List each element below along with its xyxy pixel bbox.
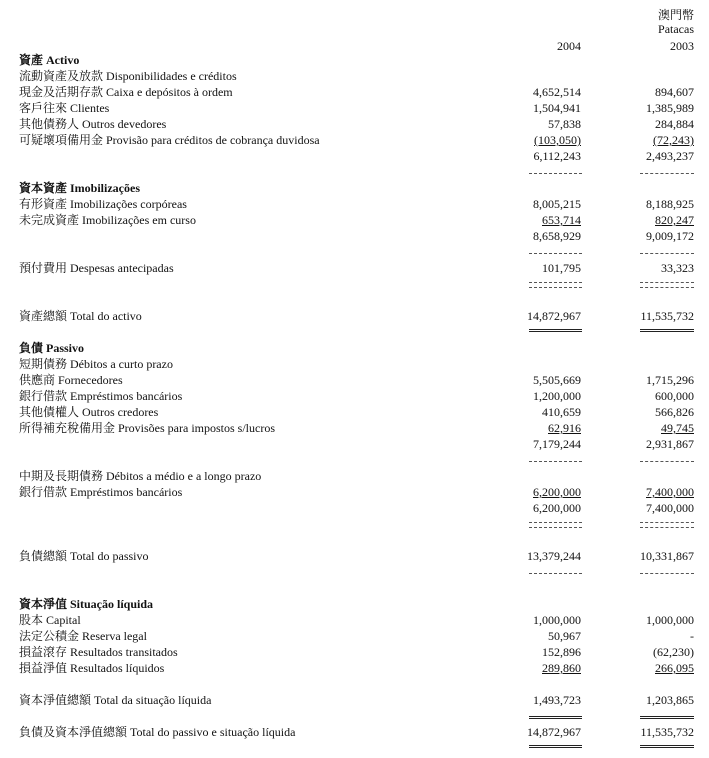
table-row xyxy=(0,84,709,100)
long-term-heading xyxy=(0,468,709,484)
value-2003: 894,607 xyxy=(655,85,694,99)
value-2004: 1,200,000 xyxy=(533,389,581,403)
equity-heading xyxy=(0,596,709,612)
subtotal-2004: 6,112,243 xyxy=(533,149,581,163)
total-2004: 1,493,723 xyxy=(533,693,581,707)
value-2004: 50,967 xyxy=(548,629,581,643)
subtotal-2003: 9,009,172 xyxy=(646,229,694,243)
dashed-divider xyxy=(529,282,582,283)
table-row xyxy=(0,132,709,148)
total-row xyxy=(0,692,709,708)
value-2003: 7,400,000 xyxy=(646,485,694,499)
table-row xyxy=(0,116,709,132)
value-2004: 5,505,669 xyxy=(533,373,581,387)
value-2004: 289,860 xyxy=(542,661,581,675)
row-label: 銀行借款 Empréstimos bancários xyxy=(19,485,183,499)
row-label: 未完成資產 Imobilizações em curso xyxy=(19,213,196,227)
value-2003: 1,000,000 xyxy=(646,613,694,627)
year-2003-header: 2003 xyxy=(670,39,694,53)
row-label: 其他債務人 Outros devedores xyxy=(19,117,167,131)
liabilities-heading xyxy=(0,340,709,356)
dashed-divider xyxy=(640,527,694,528)
table-row xyxy=(0,212,709,228)
grand-total-2003: 11,535,732 xyxy=(640,725,694,739)
value-2003: 266,095 xyxy=(655,661,694,675)
total-row xyxy=(0,308,709,324)
value-2004: 8,005,215 xyxy=(533,197,581,211)
value-2004: 57,838 xyxy=(548,117,581,131)
double-underline xyxy=(640,745,694,748)
total-2003: 11,535,732 xyxy=(640,309,694,323)
dashed-divider xyxy=(640,461,694,462)
row-label: 股本 Capital xyxy=(19,613,81,627)
value-2004: 653,714 xyxy=(542,213,581,227)
row-label: 客戶往來 Clientes xyxy=(19,101,110,115)
value-2003: 820,247 xyxy=(655,213,694,227)
total-2004: 14,872,967 xyxy=(527,309,581,323)
currency-chinese: 澳門幣 xyxy=(657,8,694,22)
row-label: 現金及活期存款 Caixa e depósitos à ordem xyxy=(19,85,233,99)
dashed-divider xyxy=(529,573,582,574)
dashed-divider xyxy=(640,253,694,254)
double-underline xyxy=(529,716,582,719)
total-assets-label: 資產總額 Total do activo xyxy=(19,309,142,323)
current-assets-label: 流動資產及放款 Disponibilidades e créditos xyxy=(19,69,237,83)
value-2004: 4,652,514 xyxy=(533,85,581,99)
table-row xyxy=(0,484,709,500)
total-2003: 10,331,867 xyxy=(640,549,694,563)
grand-total-label: 負債及資本淨值總額 Total do passivo e situação líquida xyxy=(19,725,296,739)
long-term-label: 中期及長期債務 Débitos a médio e a longo prazo xyxy=(19,469,262,483)
total-2004: 13,379,244 xyxy=(527,549,581,563)
value-2003: 284,884 xyxy=(655,117,694,131)
subtotal-row xyxy=(0,500,709,516)
row-label: 可疑壞項備用金 Provisão para créditos de cobrança duvidosa xyxy=(19,133,320,147)
dashed-divider xyxy=(640,522,694,523)
dashed-divider xyxy=(640,282,694,283)
value-2004: 62,916 xyxy=(548,421,581,435)
value-2003: 1,715,296 xyxy=(646,373,694,387)
row-label: 損益滾存 Resultados transitados xyxy=(19,645,178,659)
subtotal-2003: 7,400,000 xyxy=(646,501,694,515)
total-2003: 1,203,865 xyxy=(646,693,694,707)
row-label: 銀行借款 Empréstimos bancários xyxy=(19,389,183,403)
grand-total-2004: 14,872,967 xyxy=(527,725,581,739)
subtotal-2004: 7,179,244 xyxy=(533,437,581,451)
subtotal-row xyxy=(0,436,709,452)
value-2004: 1,504,941 xyxy=(533,101,581,115)
table-row xyxy=(0,260,709,276)
assets-title: 資產 Activo xyxy=(19,53,80,67)
row-label: 所得補充稅備用金 Provisões para impostos s/lucros xyxy=(19,421,275,435)
subtotal-row xyxy=(0,148,709,164)
total-equity-label: 資本淨值總額 Total da situação líquida xyxy=(19,693,212,707)
short-term-label: 短期債務 Débitos a curto prazo xyxy=(19,357,173,371)
assets-heading xyxy=(0,52,709,68)
subtotal-2003: 2,493,237 xyxy=(646,149,694,163)
dashed-divider xyxy=(529,461,582,462)
value-2004: (103,050) xyxy=(534,133,581,147)
double-underline xyxy=(529,745,582,748)
dashed-divider xyxy=(529,527,582,528)
short-term-heading xyxy=(0,356,709,372)
dashed-divider xyxy=(529,173,582,174)
liabilities-title: 負債 Passivo xyxy=(19,341,85,355)
table-row xyxy=(0,628,709,644)
table-row xyxy=(0,420,709,436)
subtotal-row xyxy=(0,228,709,244)
value-2003: - xyxy=(690,629,694,643)
currency-portuguese: Patacas xyxy=(658,22,694,36)
dashed-divider xyxy=(529,253,582,254)
year-2004-header: 2004 xyxy=(557,39,581,53)
table-row xyxy=(0,372,709,388)
value-2003: 8,188,925 xyxy=(646,197,694,211)
subtotal-2003: 2,931,867 xyxy=(646,437,694,451)
double-underline xyxy=(640,716,694,719)
value-2003: (72,243) xyxy=(653,133,694,147)
value-2003: 49,745 xyxy=(661,421,694,435)
table-row xyxy=(0,612,709,628)
value-2004: 6,200,000 xyxy=(533,485,581,499)
table-row xyxy=(0,388,709,404)
table-row xyxy=(0,644,709,660)
value-2004: 1,000,000 xyxy=(533,613,581,627)
row-label: 預付費用 Despesas antecipadas xyxy=(19,261,174,275)
dashed-divider xyxy=(529,287,582,288)
table-row xyxy=(0,196,709,212)
value-2003: 566,826 xyxy=(655,405,694,419)
grand-total-row xyxy=(0,724,709,740)
total-row xyxy=(0,548,709,564)
fixed-assets-heading xyxy=(0,180,709,196)
table-row xyxy=(0,404,709,420)
subtotal-2004: 8,658,929 xyxy=(533,229,581,243)
row-label: 有形資產 Imobilizações corpóreas xyxy=(19,197,187,211)
dashed-divider xyxy=(640,573,694,574)
current-assets-heading xyxy=(0,68,709,84)
value-2003: 600,000 xyxy=(655,389,694,403)
fixed-assets-label: 資本資產 Imobilizações xyxy=(19,181,140,195)
dashed-divider xyxy=(640,173,694,174)
value-2003: 33,323 xyxy=(661,261,694,275)
double-underline xyxy=(640,329,694,332)
value-2003: (62,230) xyxy=(653,645,694,659)
row-label: 供應商 Fornecedores xyxy=(19,373,123,387)
double-underline xyxy=(529,329,582,332)
row-label: 其他債權人 Outros credores xyxy=(19,405,159,419)
table-row xyxy=(0,100,709,116)
value-2004: 152,896 xyxy=(542,645,581,659)
subtotal-2004: 6,200,000 xyxy=(533,501,581,515)
dashed-divider xyxy=(640,287,694,288)
dashed-divider xyxy=(529,522,582,523)
value-2004: 101,795 xyxy=(542,261,581,275)
table-row xyxy=(0,660,709,676)
value-2003: 1,385,989 xyxy=(646,101,694,115)
row-label: 損益淨值 Resultados líquidos xyxy=(19,661,165,675)
row-label: 法定公積金 Reserva legal xyxy=(19,629,147,643)
total-liabilities-label: 負債總額 Total do passivo xyxy=(19,549,149,563)
equity-title: 資本淨值 Situação líquida xyxy=(19,597,154,611)
value-2004: 410,659 xyxy=(542,405,581,419)
